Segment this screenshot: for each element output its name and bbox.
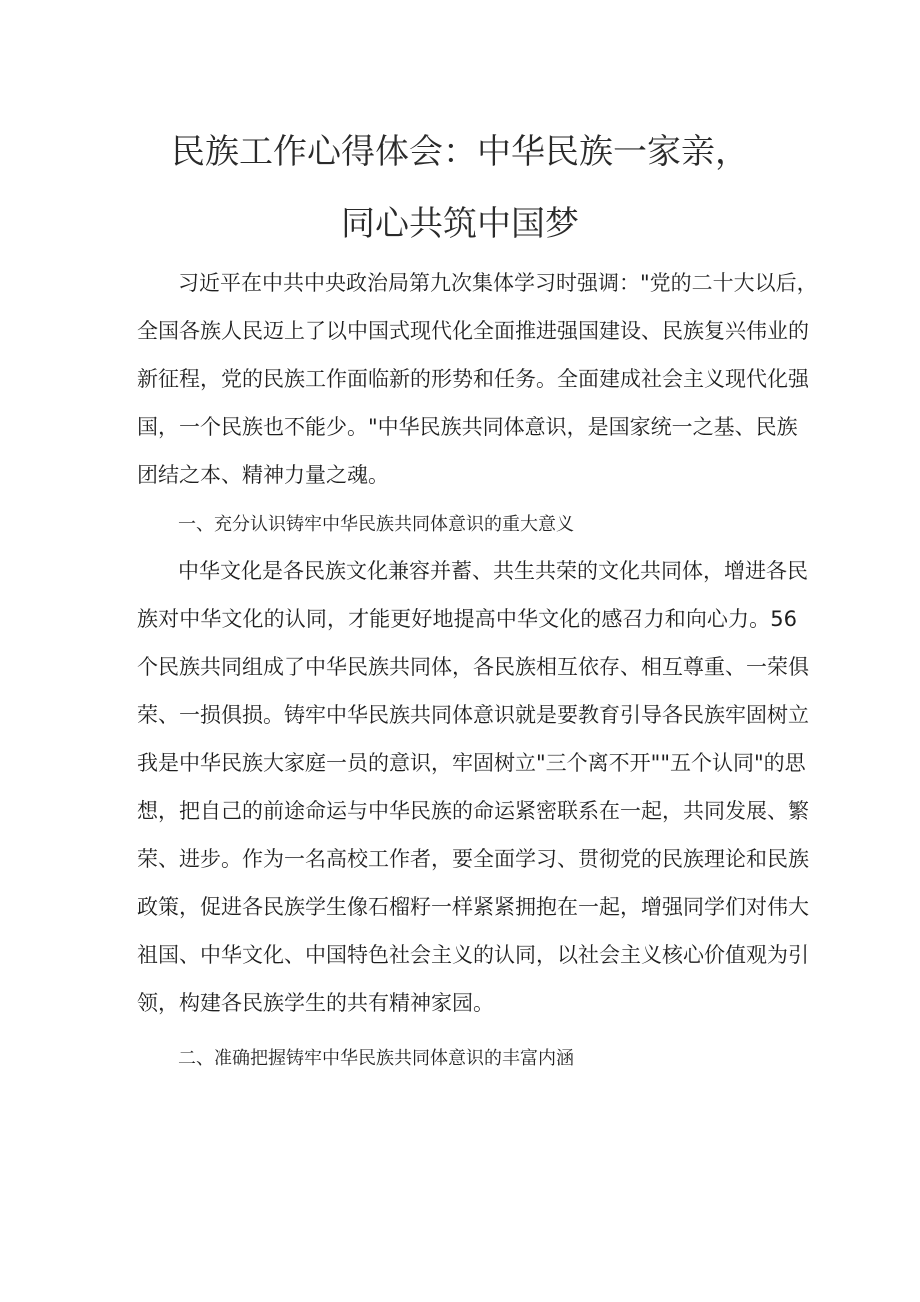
document-title-line-2: 同心共筑中国梦 [341,204,579,244]
paragraph-2-line: 族对中华文化的认同，才能更好地提高中华文化的感召力和向心力。56 [137,607,797,631]
section-heading-2: 二、准确把握铸牢中华民族共同体意识的丰富内涵 [178,1048,574,1069]
paragraph-2-line: 个民族共同组成了中华民族共同体，各民族相互依存、相互尊重、一荣俱 [137,655,809,679]
paragraph-1-line: 习近平在中共中央政治局第九次集体学习时强调："党的二十大以后， [178,271,818,295]
paragraph-2-line: 想，把自己的前途命运与中华民族的命运紧密联系在一起，共同发展、繁 [137,799,809,823]
paragraph-1-line: 新征程，党的民族工作面临新的形势和任务。全面建成社会主义现代化强 [137,367,809,391]
document-title-line-1: 民族工作心得体会：中华民族一家亲， [171,132,749,172]
paragraph-2-line: 荣、一损俱损。铸牢中华民族共同体意识就是要教育引导各民族牢固树立 [137,703,809,727]
paragraph-2-line: 领，构建各民族学生的共有精神家园。 [137,991,494,1015]
paragraph-1-line: 团结之本、精神力量之魂。 [137,463,389,487]
paragraph-2-line: 荣、进步。作为一名高校工作者，要全面学习、贯彻党的民族理论和民族 [137,847,809,871]
section-heading-1: 一、充分认识铸牢中华民族共同体意识的重大意义 [178,514,574,535]
paragraph-2-line: 祖国、中华文化、中国特色社会主义的认同，以社会主义核心价值观为引 [137,943,809,967]
paragraph-2-line: 中华文化是各民族文化兼容并蓄、共生共荣的文化共同体，增进各民 [178,559,808,583]
paragraph-1-line: 国，一个民族也不能少。"中华民族共同体意识，是国家统一之基、民族 [137,415,798,439]
paragraph-2-line: 政策，促进各民族学生像石榴籽一样紧紧拥抱在一起，增强同学们对伟大 [137,895,809,919]
paragraph-2-line: 我是中华民族大家庭一员的意识，牢固树立"三个离不开""五个认同"的思 [137,751,806,775]
paragraph-1-line: 全国各族人民迈上了以中国式现代化全面推进强国建设、民族复兴伟业的 [137,319,809,343]
